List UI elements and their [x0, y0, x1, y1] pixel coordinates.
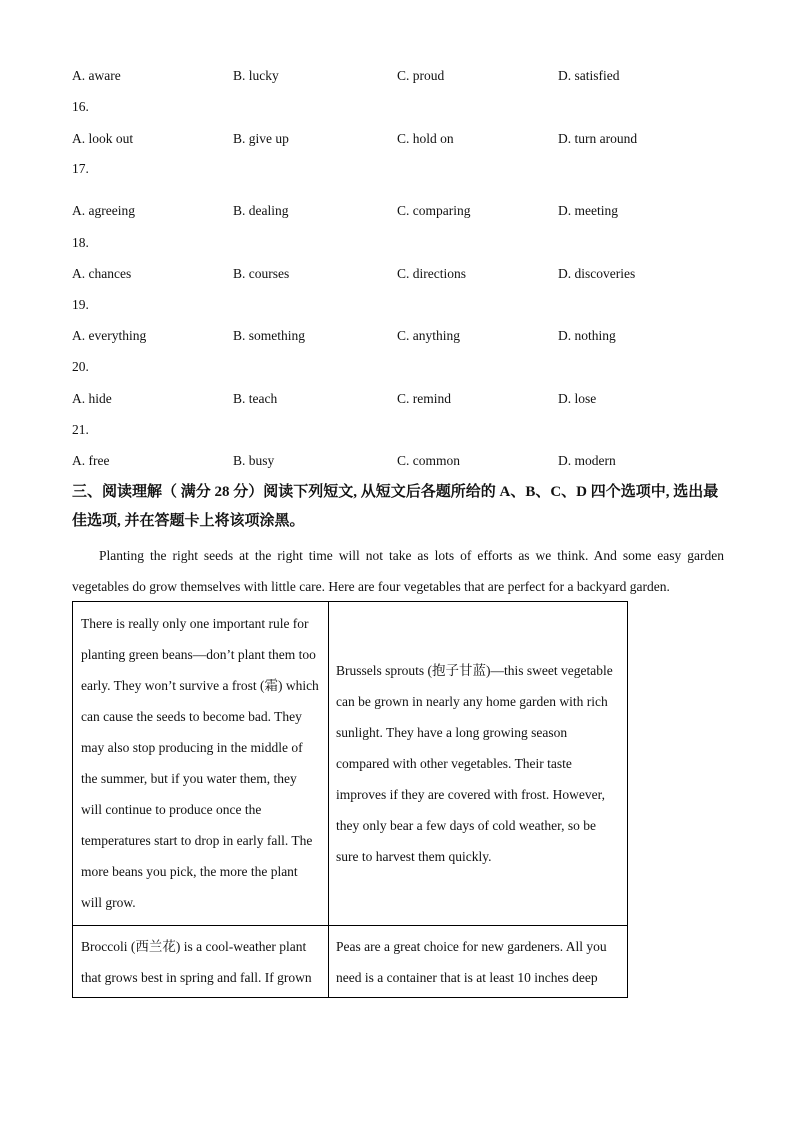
- option-a: A. aware: [72, 68, 121, 83]
- option-c: C. comparing: [397, 203, 471, 218]
- option-d: D. turn around: [558, 131, 638, 146]
- question-number: 18.: [72, 235, 89, 250]
- question-number: 19.: [72, 297, 89, 312]
- option-c: C. remind: [397, 391, 451, 406]
- option-a: A. everything: [72, 328, 147, 343]
- option-b: B. dealing: [233, 203, 289, 218]
- intro-paragraph: Planting the right seeds at the right time will not take as lots of efforts as we think. And some easy garden vegetables do grow themselves with little care. Here are four vegetables that are perfect for a backyard garden.: [72, 548, 724, 594]
- option-d: D. nothing: [558, 328, 616, 343]
- option-d: D. lose: [558, 391, 597, 406]
- question-number: 20.: [72, 359, 89, 374]
- table-divider-vertical: [328, 602, 329, 997]
- option-d: D. discoveries: [558, 266, 636, 281]
- option-d: D. meeting: [558, 203, 618, 218]
- option-b: B. something: [233, 328, 306, 343]
- section-heading: 三、阅读理解（ 满分 28 分）阅读下列短文, 从短文后各题所给的 A、B、C、D 四个选项中, 选出最佳选项, 并在答题卡上将该项涂黑。: [72, 484, 719, 529]
- option-a: A. look out: [72, 131, 134, 146]
- option-c: C. hold on: [397, 131, 454, 146]
- option-c: C. directions: [397, 266, 466, 281]
- option-b: B. give up: [233, 131, 289, 146]
- vegetables-table: [72, 601, 628, 998]
- option-b: B. courses: [233, 266, 290, 281]
- question-number: 17.: [72, 161, 89, 176]
- option-c: C. anything: [397, 328, 460, 343]
- option-b: B. lucky: [233, 68, 279, 83]
- cell-green-beans: There is really only one important rule for planting green beans—don’t plant them too early. They won’t survive a frost (霜) which can cause the seeds to become bad. They may also stop producing in the middle of the summer, but if you water them, they will continue to produce once the temperatures start to drop in early fall. The more beans you pick, the more the plant will grow.: [81, 616, 319, 910]
- option-d: D. satisfied: [558, 68, 620, 83]
- option-b: B. teach: [233, 391, 278, 406]
- option-a: A. free: [72, 453, 110, 468]
- option-a: A. agreeing: [72, 203, 135, 218]
- option-d: D. modern: [558, 453, 616, 468]
- question-number: 16.: [72, 99, 89, 114]
- cell-peas: Peas are a great choice for new gardeners. All you need is a container that is at least 10 inches deep: [336, 939, 607, 985]
- option-b: B. busy: [233, 453, 275, 468]
- option-c: C. common: [397, 453, 460, 468]
- table-divider-horizontal: [73, 925, 627, 926]
- option-a: A. chances: [72, 266, 132, 281]
- question-number: 21.: [72, 422, 89, 437]
- cell-brussels-sprouts: Brussels sprouts (抱子甘蓝)—this sweet vegetable can be grown in nearly any home garden with rich sunlight. They have a long growing season compared with other vegetables. Their taste improves if they are covered with frost. However, they only bear a few days of cold weather, so be sure to harvest them quickly.: [336, 663, 613, 864]
- option-a: A. hide: [72, 391, 112, 406]
- cell-broccoli: Broccoli (西兰花) is a cool-weather plant that grows best in spring and fall. If grown: [81, 939, 312, 985]
- option-c: C. proud: [397, 68, 445, 83]
